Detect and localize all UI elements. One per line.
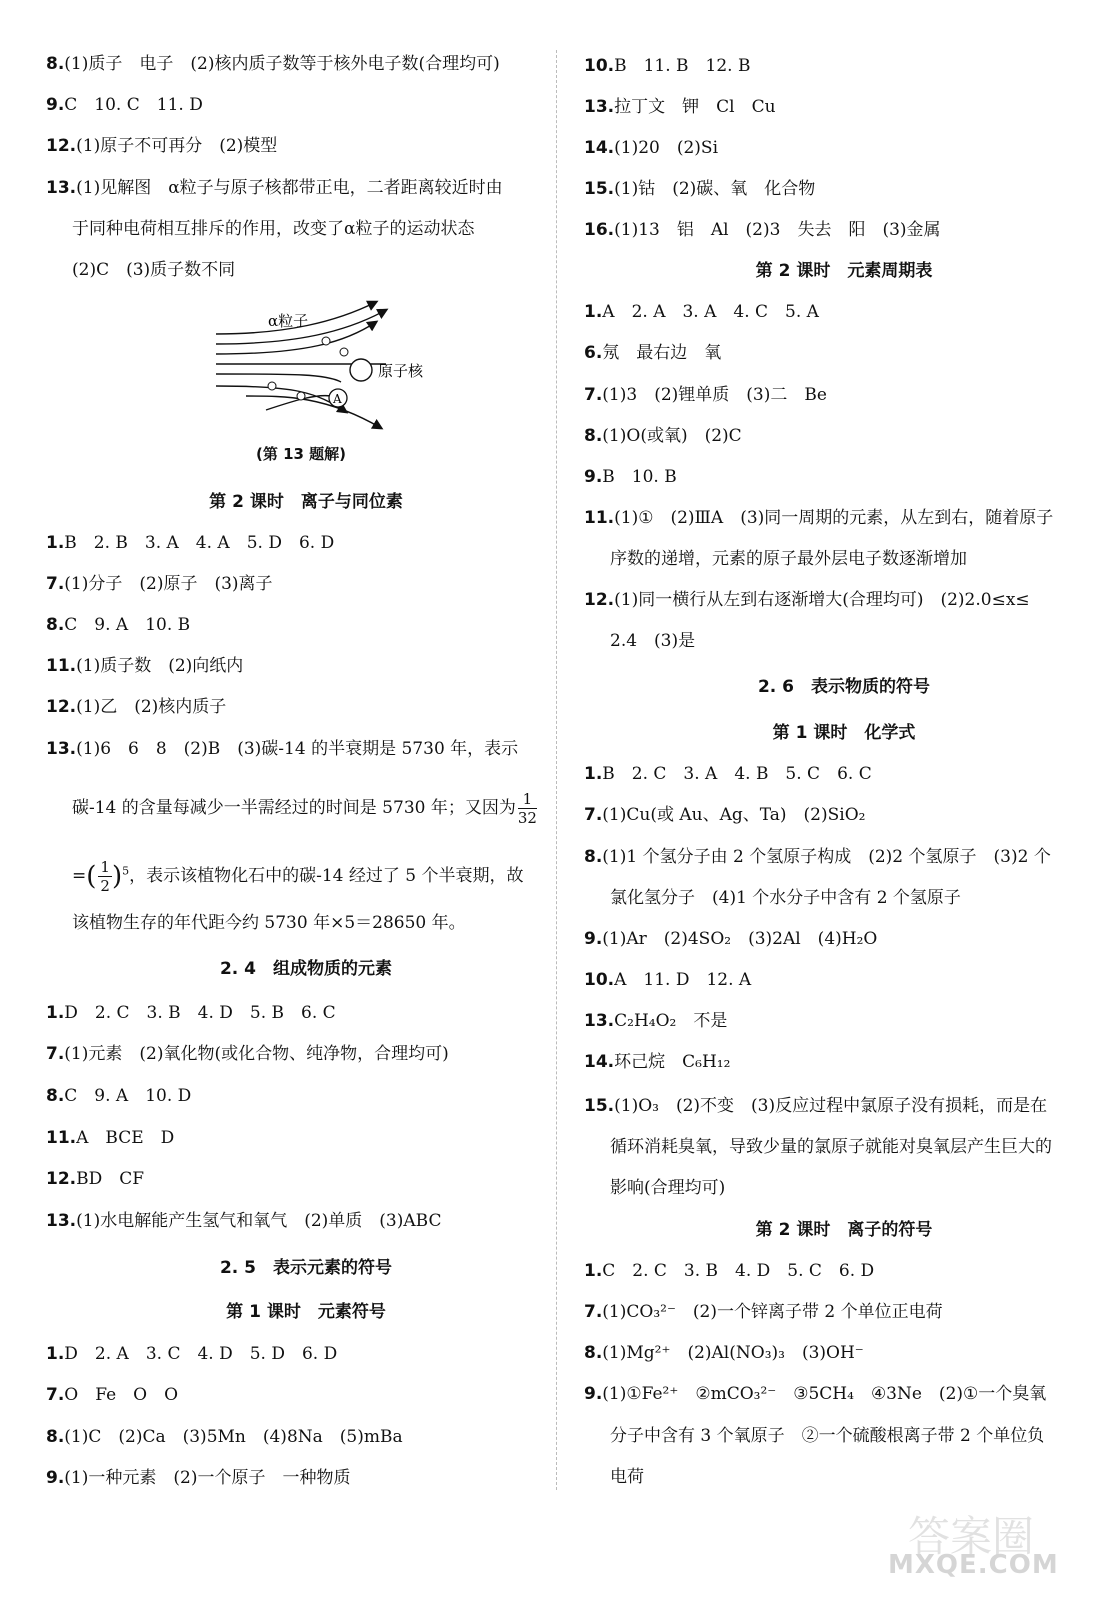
fraction: $\frac{1}{2}$ (100, 858, 110, 895)
answer-line: 7.O Fe O O (46, 1385, 179, 1405)
answer-line: 12.BD CF (46, 1169, 145, 1189)
answer-line: 13.(1)水电解能产生氢气和氧气 (2)单质 (3)ABC (46, 1211, 442, 1231)
answer-line: 9.C 10. C 11. D (46, 95, 203, 115)
answer-line: 7.(1)Cu(或 Au、Ag、Ta) (2)SiO₂ (584, 805, 866, 825)
answer-line: 8.(1)1 个氢分子由 2 个氢原子构成 (2)2 个氢原子 (3)2 个 (584, 847, 1051, 867)
answer-line: 14.环己烷 C₆H₁₂ (584, 1052, 731, 1072)
answer-line: 序数的递增，元素的原子最外层电子数逐渐增加 (610, 549, 967, 569)
alpha-label: α粒子 (268, 312, 309, 330)
answer-line: 6.氖 最右边 氧 (584, 343, 722, 363)
answer-line: =( $\frac{1}{2}$ )$^5$，表示该植物化石中的碳-14 经过了 5 个半衰期，故 (72, 858, 524, 895)
answer-line: 15.(1)钴 (2)碳、氧 化合物 (584, 179, 816, 199)
answer-line: 1.B 2. C 3. A 4. B 5. C 6. C (584, 764, 872, 784)
section-heading: 第 2 课时 离子与同位素 (209, 492, 403, 512)
answer-line: 循环消耗臭氧，导致少量的氯原子就能对臭氧层产生巨大的 (610, 1137, 1052, 1157)
answer-line: 11.(1)① (2)ⅢA (3)同一周期的元素，从左到右，随着原子 (584, 508, 1054, 528)
answer-line: 12.(1)同一横行从左到右逐渐增大(合理均可) (2)2.0≤x≤ (584, 590, 1030, 610)
section-heading: 第 2 课时 离子的符号 (755, 1220, 933, 1240)
answer-line: 分子中含有 3 个氧原子 ②一个硫酸根离子带 2 个单位负 (610, 1426, 1045, 1446)
section-heading: 2. 6 表示物质的符号 (757, 677, 931, 697)
answer-line: 碳-14 的含量每减少一半需经过的时间是 5730 年；又因为 $\frac{1}{32}$ (72, 790, 537, 827)
answer-line: 9.B 10. B (584, 467, 677, 487)
answer-line: 13.(1)见解图 α粒子与原子核都带正电，二者距离较近时由 (46, 178, 503, 198)
answer-line: 2.4 (3)是 (610, 631, 696, 651)
answer-line: 电荷 (610, 1467, 644, 1487)
answer-line: 9.(1)一种元素 (2)一个原子 一种物质 (46, 1468, 351, 1488)
answer-line: 13.(1)6 6 8 (2)B (3)碳-14 的半衰期是 5730 年，表示 (46, 739, 519, 759)
section-heading: 第 2 课时 元素周期表 (755, 261, 933, 281)
answer-line: 8.C 9. A 10. B (46, 615, 191, 635)
answer-line: 10.A 11. D 12. A (584, 970, 752, 990)
nucleus-circle (350, 359, 372, 381)
answer-line: 7.(1)元素 (2)氧化物(或化合物、纯净物，合理均可) (46, 1044, 449, 1064)
fraction: $\frac{1}{32}$ (517, 790, 537, 827)
section-heading: 第 1 课时 元素符号 (226, 1302, 386, 1322)
watermark-logo (888, 1504, 1088, 1584)
answer-line: 于同种电荷相互排斥的作用，改变了α粒子的运动状态 (72, 219, 475, 239)
answer-line: 8.(1)C (2)Ca (3)5Mn (4)8Na (5)mBa (46, 1427, 403, 1447)
answer-line: 1.D 2. A 3. C 4. D 5. D 6. D (46, 1344, 338, 1364)
answer-line: 氯化氢分子 (4)1 个水分子中含有 2 个氢原子 (610, 888, 961, 908)
answer-line: 8.(1)O(或氧) (2)C (584, 426, 742, 446)
answer-line: 8.(1)质子 电子 (2)核内质子数等于核外电子数(合理均可) (46, 54, 500, 74)
answer-line: 15.(1)O₃ (2)不变 (3)反应过程中氯原子没有损耗，而是在 (584, 1096, 1048, 1116)
figure-caption: (第 13 题解) (256, 445, 347, 463)
watermark-glyph: 答案圈 (908, 1512, 1035, 1561)
answer-line: 12.(1)原子不可再分 (2)模型 (46, 136, 278, 156)
alpha-scattering-diagram (206, 292, 446, 442)
answer-line: 影响(合理均可) (610, 1178, 726, 1198)
answer-line: 8.C 9. A 10. D (46, 1086, 192, 1106)
answer-line: 8.(1)Mg²⁺ (2)Al(NO₃)₃ (3)OH⁻ (584, 1343, 864, 1363)
answer-line: 9.(1)Ar (2)4SO₂ (3)2Al (4)H₂O (584, 929, 878, 949)
answer-line: 1.A 2. A 3. A 4. C 5. A (584, 302, 819, 322)
answer-line: 11.(1)质子数 (2)向纸内 (46, 656, 244, 676)
answer-line: 14.(1)20 (2)Si (584, 138, 719, 158)
answer-line: 1.C 2. C 3. B 4. D 5. C 6. D (584, 1261, 875, 1281)
answer-line: 11.A BCE D (46, 1128, 175, 1148)
answer-line: 12.(1)乙 (2)核内质子 (46, 697, 227, 717)
section-heading: 2. 4 组成物质的元素 (219, 959, 393, 979)
nucleus-label: 原子核 (378, 362, 424, 380)
answer-line: 1.B 2. B 3. A 4. A 5. D 6. D (46, 533, 335, 553)
answer-line: 9.(1)①Fe²⁺ ②mCO₃²⁻ ③5CH₄ ④3Ne (2)①一个臭氧 (584, 1384, 1047, 1404)
answer-line: 10.B 11. B 12. B (584, 56, 751, 76)
answer-line: 7.(1)CO₃²⁻ (2)一个锌离子带 2 个单位正电荷 (584, 1302, 943, 1322)
answer-line: (2)C (3)质子数不同 (72, 260, 236, 280)
answer-line: 1.D 2. C 3. B 4. D 5. B 6. C (46, 1003, 336, 1023)
answer-line: 7.(1)分子 (2)原子 (3)离子 (46, 574, 273, 594)
watermark-text: MXQE.COM (888, 1550, 1059, 1580)
section-heading: 2. 5 表示元素的符号 (219, 1258, 393, 1278)
answer-line: 该植物生存的年代距今约 5730 年×5＝28650 年。 (72, 913, 466, 933)
section-heading: 第 1 课时 化学式 (772, 723, 916, 743)
answer-line: 7.(1)3 (2)锂单质 (3)二 Be (584, 385, 827, 405)
point-a-label: A (333, 392, 342, 406)
answer-line: 13.拉丁文 钾 Cl Cu (584, 97, 776, 117)
answer-line: 16.(1)13 铝 Al (2)3 失去 阳 (3)金属 (584, 220, 941, 240)
answer-line: 13.C₂H₄O₂ 不是 (584, 1011, 728, 1031)
